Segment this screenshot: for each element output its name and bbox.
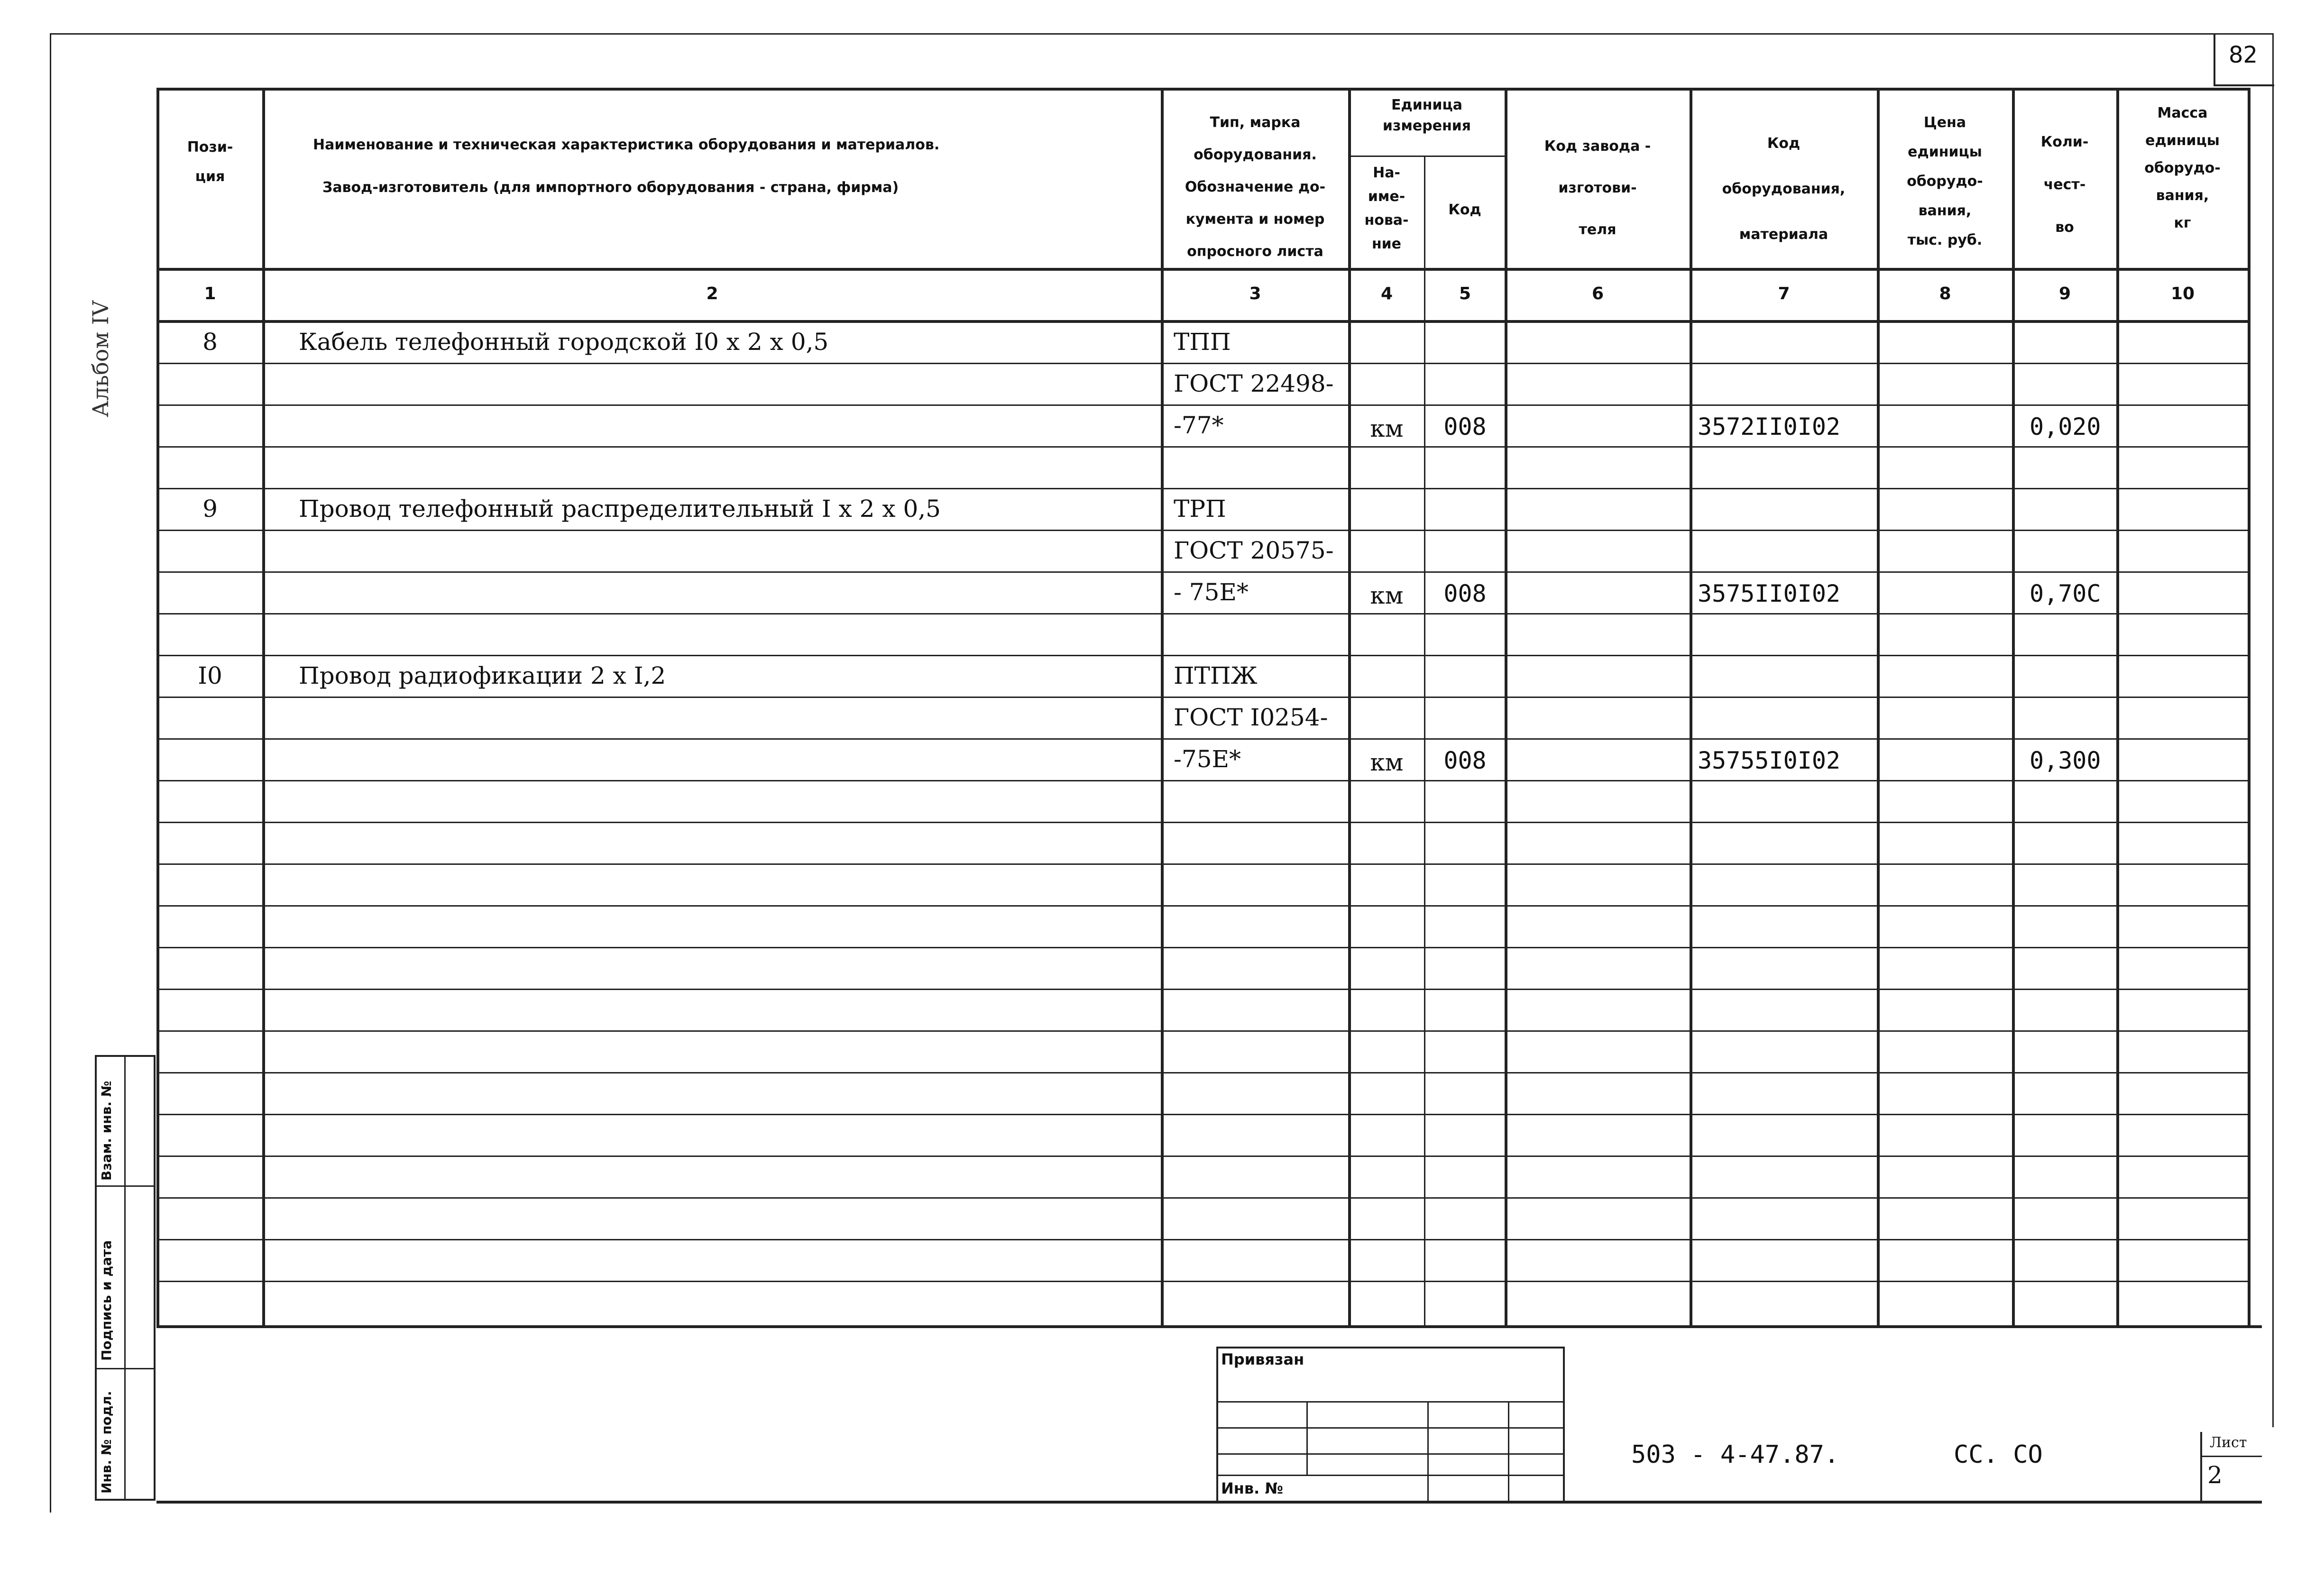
col6-line <box>1690 88 1692 1325</box>
header-col4: На- име- нова- ние <box>1364 165 1409 252</box>
row-quantity: 0,300 <box>2030 747 2101 774</box>
row-line <box>156 1197 2248 1199</box>
privyazan-vline <box>1306 1401 1308 1475</box>
row-material-code: 35755I0I02 <box>1698 747 1841 774</box>
table-bottom-line <box>156 1325 2262 1328</box>
col9-line <box>2116 88 2119 1325</box>
table-left-line <box>156 88 159 1325</box>
row-position: 8 <box>202 328 218 356</box>
header-col3: Тип, марка оборудования. Обозначение до- кумента и номер опросного листа <box>1185 114 1326 260</box>
row-line <box>156 905 2248 907</box>
colnum-5: 5 <box>1459 284 1471 303</box>
header-col10: Масса единицы оборудо- вания, кг <box>2144 105 2221 231</box>
colnum-2: 2 <box>706 284 718 303</box>
sheet-label: Лист <box>2210 1434 2247 1451</box>
row-quantity: 0,70С <box>2030 580 2101 607</box>
row-quantity: 0,020 <box>2030 413 2101 440</box>
col1-line <box>262 88 265 1325</box>
col3-line <box>1348 88 1351 1325</box>
privyazan-line <box>1216 1427 1565 1429</box>
colnum-6: 6 <box>1591 284 1604 303</box>
header-col6: Код завода - изготови- теля <box>1544 138 1651 238</box>
privyazan-line <box>1216 1475 1565 1476</box>
side-stamp-podpis: Подпись и дата <box>99 1240 114 1361</box>
row-line <box>156 863 2248 865</box>
row-line <box>156 1030 2248 1032</box>
row-line <box>156 822 2248 823</box>
row-type-line: ТПП <box>1174 328 1231 356</box>
row-name: Провод телефонный распределительный I x 2 x 0,5 <box>299 495 941 523</box>
table-top-line <box>156 88 2248 91</box>
side-stamp-divider <box>124 1055 126 1501</box>
row-unit: км <box>1370 582 1404 609</box>
privyazan-vline <box>1508 1401 1509 1503</box>
header-col8: Цена единицы оборудо- вания, тыс. руб. <box>1907 114 1983 248</box>
col2-line <box>1161 88 1164 1325</box>
colnum-1: 1 <box>204 284 216 303</box>
header-col2: Наименование и техническая характеристика оборудования и материалов. Завод-изготовитель (для импортного оборудования - страна, фирма) <box>313 137 940 196</box>
row-line <box>156 1281 2248 1282</box>
header-col1: Пози- ция <box>187 139 233 185</box>
header-col7: Код оборудования, материала <box>1722 135 1846 243</box>
row-line <box>156 613 2248 615</box>
row-line <box>156 947 2248 948</box>
row-line <box>156 1114 2248 1115</box>
sheet-number: 2 <box>2207 1461 2223 1489</box>
side-stamp-inv-podl: Инв. № подл. <box>99 1391 114 1494</box>
page-number: 82 <box>2229 42 2258 68</box>
inv-no-label: Инв. № <box>1221 1479 1283 1497</box>
frame-right-line <box>2272 33 2274 1427</box>
side-stamp-vzam: Взам. инв. № <box>99 1081 114 1181</box>
album-label: Альбом IV <box>88 300 113 417</box>
colnum-7: 7 <box>1778 284 1790 303</box>
col7-line <box>1877 88 1880 1325</box>
row-line <box>156 446 2248 448</box>
col5-line <box>1505 88 1507 1325</box>
header-unit-group: Единица измерения <box>1382 97 1471 134</box>
colnum-9: 9 <box>2058 284 2071 303</box>
frame-top-line <box>50 33 2274 35</box>
document-suffix: СС. СО <box>1954 1440 2043 1469</box>
col8-line <box>2012 88 2015 1325</box>
colnum-10: 10 <box>2170 284 2195 303</box>
unit-group-line <box>1348 156 1505 157</box>
row-type-line: -77* <box>1174 412 1224 439</box>
row-unit: км <box>1370 415 1404 442</box>
row-type-line: ГОСТ 20575- <box>1174 537 1334 564</box>
header-bottom-line <box>156 268 2248 271</box>
row-unit-code: 008 <box>1443 747 1487 774</box>
row-material-code: 3575II0I02 <box>1698 580 1841 607</box>
row-line <box>156 1239 2248 1240</box>
row-type-line: - 75Е* <box>1174 578 1249 606</box>
row-unit: км <box>1370 749 1404 776</box>
row-name: Кабель телефонный городской I0 x 2 x 0,5 <box>299 328 829 356</box>
row-position: I0 <box>198 662 222 689</box>
row-type-line: ТРП <box>1174 495 1226 523</box>
row-line <box>156 780 2248 781</box>
row-position: 9 <box>202 495 218 523</box>
colnum-8: 8 <box>1939 284 1951 303</box>
row-unit-code: 008 <box>1443 413 1487 440</box>
row-line <box>156 1072 2248 1073</box>
row-line <box>156 989 2248 990</box>
privyazan-line <box>1216 1401 1565 1403</box>
row-unit-code: 008 <box>1443 580 1487 607</box>
row-type-line: ГОСТ I0254- <box>1174 704 1328 731</box>
privyazan-vline <box>1427 1401 1429 1503</box>
frame-left-line <box>50 33 51 1513</box>
frame-bottom-line <box>156 1501 2262 1504</box>
header-col5: Код <box>1448 202 1481 218</box>
header-col9: Коли- чест- во <box>2040 134 2089 236</box>
privyazan-line <box>1216 1453 1565 1455</box>
row-name: Провод радиофикации 2 x I,2 <box>299 662 666 689</box>
row-type-line: ГОСТ 22498- <box>1174 370 1334 397</box>
colnum-4: 4 <box>1380 284 1393 303</box>
row-type-line: -75Е* <box>1174 745 1241 773</box>
table-right-line <box>2248 88 2251 1325</box>
document-number: 503 - 4-47.87. <box>1631 1440 1839 1469</box>
colnum-3: 3 <box>1249 284 1261 303</box>
sheet-box-divider <box>2200 1456 2262 1457</box>
row-material-code: 3572II0I02 <box>1698 413 1841 440</box>
row-line <box>156 1156 2248 1157</box>
privyazan-label: Привязан <box>1221 1350 1304 1368</box>
row-type-line: ПТПЖ <box>1174 662 1258 689</box>
